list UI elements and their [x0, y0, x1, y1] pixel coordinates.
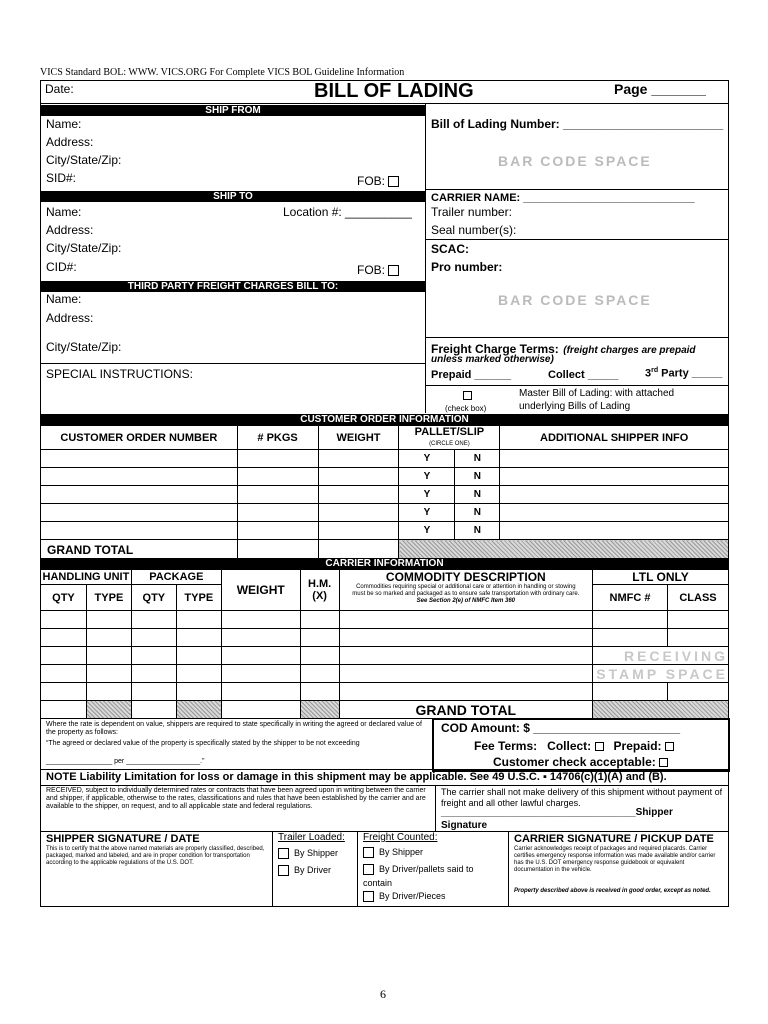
cell[interactable] [318, 468, 399, 486]
circle-one-label: (CIRCLE ONE) [429, 440, 470, 447]
cell[interactable] [86, 665, 131, 683]
cell[interactable] [593, 629, 668, 647]
ship-to-name-label: Name: [46, 205, 82, 219]
table-row [41, 683, 729, 701]
hm-x-label: (X) [312, 590, 327, 602]
table-row [41, 647, 729, 665]
table-row [41, 629, 729, 647]
fee-terms-label: Fee Terms: [474, 739, 538, 753]
trailer-loaded-opt-1[interactable] [278, 848, 338, 859]
cell[interactable] [41, 504, 238, 522]
cell[interactable] [86, 611, 131, 629]
shaded-cell [176, 701, 221, 719]
master-bol-label-2: underlying Bills of Lading [519, 401, 631, 412]
pallet-y[interactable]: Y [399, 450, 455, 468]
shipper-signature-title: SHIPPER SIGNATURE / DATE [46, 833, 200, 845]
trailer-loaded-opt-2[interactable] [278, 865, 331, 876]
fee-collect-checkbox[interactable] [595, 742, 604, 751]
ship-from-fob [357, 174, 399, 188]
col-handling-unit: HANDLING UNIT [41, 570, 132, 585]
cell[interactable] [500, 504, 729, 522]
pro-number-label: Pro number: [431, 260, 503, 274]
bol-number-label: Bill of Lading Number: ________________________ [431, 117, 724, 131]
cell[interactable] [41, 450, 238, 468]
ship-to-fob-checkbox[interactable] [388, 265, 399, 276]
prepaid-field[interactable]: Prepaid ______ [431, 369, 512, 381]
ship-from-sid-label: SID#: [46, 171, 77, 185]
carrier-divider [425, 189, 729, 190]
col-pkgs: # PKGS [237, 426, 318, 450]
signature-label: Signature [441, 820, 488, 831]
barcode-space-2: BAR CODE SPACE [498, 292, 652, 308]
third-party-name-label: Name: [46, 292, 82, 306]
value-text-2: “The agreed or declared value of the property is specifically stated by the shipper to be not exceeding [46, 740, 360, 747]
collect-field[interactable]: Collect _____ [548, 369, 619, 381]
slip-n[interactable]: N [455, 450, 500, 468]
cell[interactable] [318, 450, 399, 468]
cell[interactable] [176, 629, 221, 647]
grand-total-weight[interactable] [221, 701, 300, 719]
third-party-sup: rd [651, 367, 659, 374]
cell[interactable] [221, 629, 300, 647]
cell[interactable] [318, 522, 399, 540]
third-party-city-label: City/State/Zip: [46, 340, 122, 354]
trailer-loaded-title: Trailer Loaded: [278, 832, 345, 843]
page-title: BILL OF LADING [314, 80, 474, 102]
top-note: VICS Standard BOL: WWW. VICS.ORG For Complete VICS BOL Guideline Information [40, 67, 405, 78]
trailer-by-driver-checkbox[interactable] [278, 865, 289, 876]
cell[interactable] [131, 629, 176, 647]
cell[interactable] [339, 611, 592, 629]
cell[interactable] [86, 629, 131, 647]
cell[interactable] [41, 683, 87, 701]
col-pallet-slip [399, 426, 500, 450]
section-divider [425, 103, 426, 413]
slip-n[interactable]: N [455, 468, 500, 486]
freight-counted-opt-3[interactable] [363, 891, 446, 902]
cell[interactable] [500, 468, 729, 486]
seal-number-label: Seal number(s): [431, 223, 517, 237]
cell[interactable] [221, 611, 300, 629]
ship-from-address-label: Address: [46, 135, 94, 149]
cell[interactable] [131, 683, 176, 701]
stamp-space-label: STAMP SPACE [593, 665, 729, 683]
fee-prepaid-label: Prepaid: [613, 739, 662, 753]
cell[interactable] [593, 683, 668, 701]
carrier-received-text: Property described above is received in good order, except as noted. [514, 888, 711, 894]
table-row [41, 522, 729, 540]
col-pkg-qty: QTY [131, 585, 176, 611]
cell[interactable] [500, 522, 729, 540]
freight-counted-title: Freight Counted: [363, 832, 438, 843]
col-hu-type: TYPE [86, 585, 131, 611]
trailer-number-label: Trailer number: [431, 205, 512, 219]
outer-frame-bottom [40, 906, 729, 907]
freight-terms-note: (freight charges are prepaid [563, 345, 696, 356]
page-field-label: Page _______ [614, 81, 706, 97]
third-party-field[interactable] [645, 367, 722, 380]
liability-note: NOTE Liability Limitation for loss or damage in this shipment may be applicable. See 49 U.S.C. ▪ 14706(c)(1)(A) and (B). [46, 771, 667, 783]
barcode-space-1: BAR CODE SPACE [498, 153, 652, 169]
grand-total-pkgs[interactable] [237, 540, 318, 560]
freight-by-driver-pallets-label: By Driver/pallets said to [379, 864, 474, 874]
cell[interactable] [176, 647, 221, 665]
cell[interactable] [221, 647, 300, 665]
cell[interactable] [339, 665, 592, 683]
freight-by-driver-pieces-checkbox[interactable] [363, 891, 374, 902]
cell[interactable] [667, 683, 728, 701]
ship-from-fob-label: FOB: [357, 174, 386, 188]
cell[interactable] [667, 629, 728, 647]
header-divider [40, 103, 729, 104]
cell[interactable] [41, 522, 238, 540]
grand-total-hu-qty[interactable] [41, 701, 87, 719]
carrier-signature-title: CARRIER SIGNATURE / PICKUP DATE [514, 833, 714, 845]
cell[interactable] [500, 450, 729, 468]
col-customer-order-number: CUSTOMER ORDER NUMBER [41, 426, 238, 450]
cell[interactable] [221, 683, 300, 701]
customer-order-header: CUSTOMER ORDER INFORMATION [41, 414, 728, 425]
ship-to-fob [357, 263, 399, 277]
grand-total-weight[interactable] [318, 540, 399, 560]
cell[interactable] [221, 665, 300, 683]
col-hu-qty: QTY [41, 585, 87, 611]
cell[interactable] [300, 665, 339, 683]
freight-terms-note-2: unless marked otherwise) [431, 354, 554, 365]
cell[interactable] [237, 468, 318, 486]
trailer-by-shipper-label: By Shipper [294, 848, 339, 858]
customer-check [493, 755, 668, 769]
cell[interactable] [41, 611, 87, 629]
carrier-grand-total-label: GRAND TOTAL [339, 701, 592, 719]
ship-to-cid-label: CID#: [46, 260, 77, 274]
pallet-y[interactable]: Y [399, 522, 455, 540]
cell[interactable] [593, 611, 668, 629]
cod-amount-field[interactable]: COD Amount: $ ______________________ [441, 721, 681, 735]
fee-prepaid-checkbox[interactable] [665, 742, 674, 751]
ship-to-header: SHIP TO [41, 191, 425, 202]
third-party-num: 3 [645, 367, 652, 380]
cell[interactable] [41, 468, 238, 486]
table-row [41, 468, 729, 486]
pallet-y[interactable]: Y [399, 486, 455, 504]
page-number: 6 [380, 987, 386, 1001]
special-instructions-divider [40, 363, 426, 364]
cell[interactable] [41, 665, 87, 683]
cell[interactable] [131, 647, 176, 665]
shaded-cell [86, 701, 131, 719]
pallet-slip-label: PALLET/SLIP [414, 425, 485, 438]
ship-from-header: SHIP FROM [41, 105, 425, 116]
cell[interactable] [41, 486, 238, 504]
freight-by-driver-pallets-checkbox[interactable] [363, 864, 374, 875]
shaded-cell [399, 540, 729, 560]
carrier-info-table [40, 569, 729, 719]
cell[interactable] [339, 647, 592, 665]
ship-from-name-label: Name: [46, 117, 82, 131]
signature-col-3 [508, 831, 509, 906]
freight-by-shipper-label: By Shipper [379, 847, 424, 857]
cell[interactable] [667, 611, 728, 629]
col-commodity [339, 570, 592, 611]
freight-terms-label: Freight Charge Terms: [431, 342, 559, 356]
table-row [41, 611, 729, 629]
check-box-label: (check box) [445, 404, 487, 413]
col-class: CLASS [667, 585, 728, 611]
master-bol-divider [425, 385, 729, 386]
table-row [41, 486, 729, 504]
ship-from-fob-checkbox[interactable] [388, 176, 399, 187]
customer-check-checkbox[interactable] [659, 758, 668, 767]
cell[interactable] [86, 647, 131, 665]
third-party-address-label: Address: [46, 311, 94, 325]
col-hm [300, 570, 339, 611]
freight-by-shipper-checkbox[interactable] [363, 847, 374, 858]
cell[interactable] [237, 522, 318, 540]
cell[interactable] [237, 504, 318, 522]
freight-terms-divider [425, 337, 729, 338]
ship-to-fob-label: FOB: [357, 263, 386, 277]
cell[interactable] [300, 683, 339, 701]
received-divider [435, 785, 436, 831]
customer-order-table [40, 425, 729, 560]
shaded-cell [300, 701, 339, 719]
note-divider-top [40, 769, 729, 770]
signature-col-2 [357, 831, 358, 906]
value-text-1: Where the rate is dependent on value, shippers are required to state specifically in writing the agreed or declared value of the property as follows: [46, 721, 422, 736]
freight-counted-opt-2b: contain [363, 878, 393, 888]
cell[interactable] [131, 665, 176, 683]
cell[interactable] [300, 629, 339, 647]
carrier-info-header: CARRIER INFORMATION [41, 558, 728, 569]
cell[interactable] [300, 647, 339, 665]
trailer-by-shipper-checkbox[interactable] [278, 848, 289, 859]
cell[interactable] [176, 683, 221, 701]
ship-from-city-label: City/State/Zip: [46, 153, 122, 167]
hm-label: H.M. [308, 578, 332, 590]
col-additional-shipper-info: ADDITIONAL SHIPPER INFO [500, 426, 729, 450]
slip-n[interactable]: N [455, 486, 500, 504]
col-weight: WEIGHT [318, 426, 399, 450]
cell[interactable] [237, 486, 318, 504]
slip-n[interactable]: N [455, 504, 500, 522]
master-bol-checkbox[interactable] [463, 391, 472, 400]
cell[interactable] [318, 486, 399, 504]
cell[interactable] [300, 611, 339, 629]
col-pkg-type: TYPE [176, 585, 221, 611]
third-party-header: THIRD PARTY FREIGHT CHARGES BILL TO: [41, 281, 425, 292]
freight-counted-opt-2[interactable] [363, 864, 474, 875]
freight-by-driver-pieces-label: By Driver/Pieces [379, 891, 446, 901]
third-party-rest: Party _____ [658, 367, 723, 380]
cell[interactable] [339, 683, 592, 701]
col-nmfc: NMFC # [593, 585, 668, 611]
freight-counted-opt-1[interactable] [363, 847, 423, 858]
col-package: PACKAGE [131, 570, 221, 585]
note-divider-bottom [40, 785, 729, 786]
customer-order-grand-total-label: GRAND TOTAL [41, 540, 238, 560]
table-row [41, 504, 729, 522]
commodity-see: See Section 2(e) of NMFC Item 360 [416, 598, 515, 604]
special-instructions-label: SPECIAL INSTRUCTIONS: [46, 367, 193, 381]
cell[interactable] [131, 611, 176, 629]
cell[interactable] [41, 629, 87, 647]
ship-to-address-label: Address: [46, 223, 94, 237]
carrier-signature-text: Carrier acknowledges receipt of packages and required placards. Carrier certifies emergency response information was made available and/or carrier has the U.S. DOT emergency response guidebook or equivalent documentation in the vehicle. [514, 846, 716, 873]
ship-to-city-label: City/State/Zip: [46, 241, 122, 255]
grand-total-pkg-qty[interactable] [131, 701, 176, 719]
scac-label: SCAC: [431, 242, 469, 256]
date-label: Date: [45, 82, 74, 96]
receiving-stamp-label: RECEIVING [593, 647, 729, 665]
slip-n[interactable]: N [455, 522, 500, 540]
shaded-cell [593, 701, 729, 719]
cell[interactable] [176, 665, 221, 683]
commodity-label: COMMODITY DESCRIPTION [385, 570, 546, 584]
trailer-by-driver-label: By Driver [294, 865, 332, 875]
customer-check-label: Customer check acceptable: [493, 755, 656, 769]
scac-divider [425, 239, 729, 240]
col-ltl-only: LTL ONLY [593, 570, 729, 585]
pallet-y[interactable]: Y [399, 468, 455, 486]
col-weight: WEIGHT [221, 570, 300, 611]
received-text: RECEIVED, subject to individually determined rates or contracts that have been agreed upon in writing between the carrier and shipper, if applicable, otherwise to the rates, classifications and rules that have been established by the carrier and are available to the shipper, on request, and to all applicable state and federal regulations. [46, 787, 426, 810]
no-delivery-text: The carrier shall not make delivery of this shipment without payment of freight and all other lawful charges. [441, 787, 723, 808]
pallet-y[interactable]: Y [399, 504, 455, 522]
cell[interactable] [41, 647, 87, 665]
cell[interactable] [339, 629, 592, 647]
cell[interactable] [318, 504, 399, 522]
carrier-name-label: CARRIER NAME: ____________________________ [431, 192, 695, 204]
cell[interactable] [237, 450, 318, 468]
fee-collect-label: Collect: [547, 739, 592, 753]
table-row [41, 665, 729, 683]
shipper-signature-text: This is to certify that the above named materials are properly classified, described, packaged, marked and labeled, and are in proper condition for transportation according to the applicable regulations of the U.S. DOT. [46, 846, 265, 866]
ship-to-location-label: Location #: __________ [283, 205, 412, 219]
fee-terms [474, 739, 674, 753]
cell[interactable] [176, 611, 221, 629]
value-text-3: _________________ per ___________________.” [46, 758, 205, 765]
master-bol-label: Master Bill of Lading: with attached [519, 388, 675, 399]
table-row [41, 450, 729, 468]
shipper-line[interactable]: ___________________________________Shipper [441, 807, 673, 818]
cell[interactable] [86, 683, 131, 701]
signature-col-1 [272, 831, 273, 906]
commodity-note: Commodities requiring special or additional care or attention in handling or stowing must be so marked and packaged as to ensure safe transportation with ordinary care. [352, 584, 580, 597]
cell[interactable] [500, 486, 729, 504]
